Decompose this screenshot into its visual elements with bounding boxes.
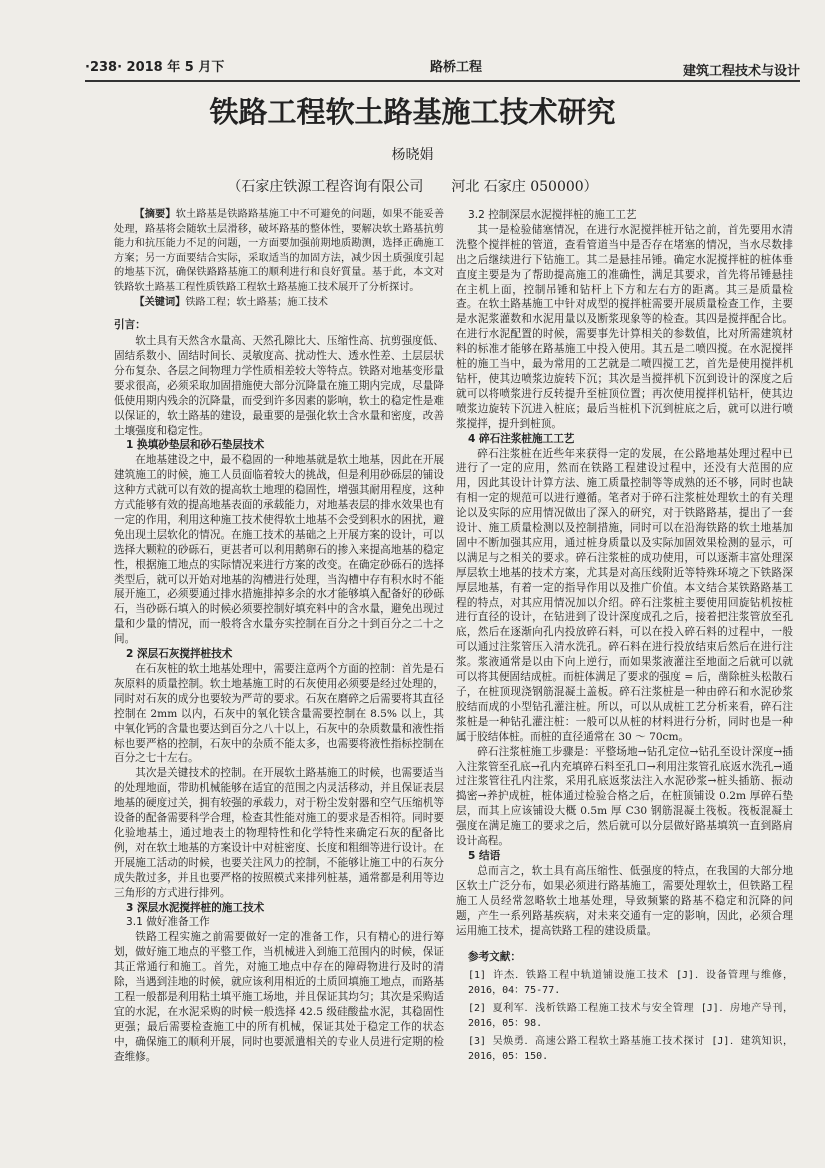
reference-item: [2] 夏利军．浅析铁路工程施工技术与安全管理 [J]．房地产导刊，2016，05：98. xyxy=(468,1003,793,1030)
right-column xyxy=(456,208,793,1064)
abstract xyxy=(114,208,444,296)
section-1-paragraph: 在地基建设之中，最不稳固的一种地基就是软土地基，因此在开展建筑施工的时候，施工人员面临着较大的挑战，但是利用砂砾层的铺设这种方式就可以有效的提高软土地理的稳固性，增强其耐用程度，这种方式能够有效的提高地基表面的承载能力，对地基表层的排水效果也有一定的作用，利用这种施工技术使得软土地基不会受到积水的困扰，避免出现土层软化的情况。在施工技术的基础之上开展方案的设计，可以选择大颗粒的砂砾石，更甚者可以利用鹅卵石的掺入来提高地基的稳定性，根据施工地点的实际情况来进行方案的改变。在确定砂砾石的选择类型后，就可以开始对地基的沟槽进行处理，当沟槽中存有积水时不能展开施工，必须要通过排水措施排掉多余的水才能够填入配备好的砂砾石，当砂砾石填入的时候必须要控制好填充料中的含水量，避免出现过量和少量的情况，而一般将含水量夯实控制在百分之十到百分之二十之间。 xyxy=(114,454,444,646)
paper-author: 杨晓娟 xyxy=(391,147,434,163)
running-header xyxy=(85,52,800,79)
header-page-date: ·238· 2018 年 5 月下 xyxy=(85,60,225,75)
header-rule xyxy=(85,80,800,82)
section-5-heading: 5 结语 xyxy=(468,849,501,862)
keywords xyxy=(114,296,444,311)
keywords-text: 铁路工程；软土路基；施工技术 xyxy=(185,296,328,308)
section-3-1-paragraph: 铁路工程实施之前需要做好一定的准备工作，只有精心的进行筹划，做好施工地点的平整工作，当机械进入到施工范围内的时候，保证其正常通行和施工。首先，对施工地点中存在的障碍物进行及时的清除，当遇到洼地的时候，就应该利用相近的土质回填施工地点，而路基工程一般都是利用粘土填平施工场地，并且保证其均匀；其次是采购适宜的水泥，在水泥采购的时候一般选择 42.5 级硅酸盐水泥，其稳固性更强；最后需要检查施工中的所有机械，保证其处于稳定工作的状态中，确保施工的顺利开展，同时也要派遣相关的专业人员进行定期的检查维修。 xyxy=(114,931,444,1063)
section-4-heading: 4 碎石注浆桩施工工艺 xyxy=(468,432,575,445)
intro-heading: 引言： xyxy=(114,319,146,332)
references-heading: 参考文献： xyxy=(468,951,521,964)
section-4-paragraph-1: 碎石注浆桩在近些年来获得一定的发展，在公路地基处理过程中已进行了一定的应用，然而在铁路工程建设过程中，还没有大范围的应用，因此其设计计算方法、施工质量控制等等成熟的还不够，同时也缺有相一定的规范可以进行遵循。笔者对于碎石注浆桩处理软土的有关理论以及实际的应用情况做出了深入的研究，对于铁路路基，提出了一套设计、施工质量检测以及控制措施，同时可以在沿海铁路的软土地基加固中不断加强其应用，通过桩身质量以及实际加固效果检测的显示，可以满足与之相关的要求。碎石注浆桩的成功使用，可以逐渐丰富处理深厚层软土地基的技术方案，尤其是对高压线附近等特殊环境之下铁路深厚层地基，有着一定的指导作用以及推广价值。本文结合某铁路路基工程的特点，对其应用情况加以介绍。碎石注浆桩主要使用回旋钻机按桩进行直径的设计，在钻进到了设计深度成孔之后，接着把注浆管放至孔底，然后在逐渐向孔内投放碎石料，可以在投入碎石料的过程中，一般可以通过注浆管压入清水洗孔。碎石料在进行投放结束后然后在进行注浆。浆液通常是以由下向上逆行，而如果浆液灌注至地面之后就可以就可以将其便固结成桩。而桩体满足了要求的强度 = 后，凿除桩头松散石子，在桩顶现浇钢筋混凝土盖板。碎石注浆桩是一种由碎石和水泥砂浆胶结而成的小型钻孔灌注桩。所以，可以从成桩工艺分析来看，碎石注浆桩是一种钻孔灌注桩：一般可以从桩的材料进行分析，同时也是一种属于胶结体桩。而桩的直径通常在 30 ～ 70cm。 xyxy=(456,447,793,743)
section-5-paragraph: 总而言之，软土具有高压缩性、低强度的特点，在我国的大部分地区软土广泛分布，如果必须进行路基施工，需要处理软土，但铁路工程施工人员经常忽略软土地基处理，导致频繁的路基不稳定和沉降的问题，产生一系列路基疾病，对未来交通有一定的影响，因此，必须合理运用施工技术，提高铁路工程的建设质量。 xyxy=(456,864,793,937)
section-1-heading: 1 换填砂垫层和砂石垫层技术 xyxy=(126,439,265,452)
section-3-heading: 3 深层水泥搅拌桩的施工技术 xyxy=(126,901,265,914)
header-column: 建筑工程技术与设计 xyxy=(682,64,800,79)
keywords-label: 【关键词】 xyxy=(134,296,186,308)
author-affiliation: （石家庄铁源工程咨询有限公司 河北 石家庄 050000） xyxy=(227,179,598,195)
header-section: 路桥工程 xyxy=(430,60,483,75)
left-column xyxy=(114,208,444,1064)
section-3-1-heading: 3.1 做好准备工作 xyxy=(126,916,210,929)
section-4-paragraph-2: 碎石注浆桩施工步骤是：平整场地→钻孔定位→钻孔至设计深度→插入注浆管至孔底→孔内充填碎石料至孔口→利用注浆管孔底返水洗孔→通过注浆管往孔内注浆，采用孔底返浆法注入水泥砂浆→桩头插筋、振动捣密→养护成桩，桩体通过检验合格之后，在桩顶铺设 0.2m 厚碎石垫层，而其上应该铺设大概 0.5m 厚 C30 钢筋混凝土筏板。筏板混凝土强度在满足施工的要求之后，然后就可以分层做好路基填筑一直到路肩设计高程。 xyxy=(456,745,793,848)
section-2-paragraph-1: 在石灰桩的软土地基处理中，需要注意两个方面的控制：首先是石灰原料的质量控制。软土地基施工时的石灰使用必须要是经过处理的，同时对石灰的成分也要较为严苛的要求。石灰在磨碎之后需要将其直径控制在 2mm 以内，石灰中的氧化镁含量需要控制在 8.5% 以上，其中氧化钙的含量也要达到百分之八十以上，石灰中的杂质数量和液性指标也要严格的控制，石灰中的杂质不能太多，也需要将液性指标控制在百分之七十左右。 xyxy=(114,663,444,765)
section-2-heading: 2 深层石灰搅拌桩技术 xyxy=(126,648,233,661)
paper-title: 铁路工程软土路基施工技术研究 xyxy=(209,95,616,129)
section-3-2-heading: 3.2 控制深层水泥搅拌桩的施工工艺 xyxy=(468,209,637,221)
intro-paragraph: 软土具有天然含水量高、天然孔隙比大、压缩性高、抗剪强度低、固结系数小、固结时间长、灵敏度高、扰动性大、透水性差、土层层状分布复杂、各层之间物理力学性质相差较大等特点。铁路对地基变形量要求很高，必须采取加固措施使大部分沉降量在施工期内完成，尽量降低使用期内残余的沉降量，而受到许多因素的影响，软土的稳定性是难以保证的，软土路基的建设，最重要的是强化软土含水量和密度，改善土壤强度和稳定性。 xyxy=(114,335,444,437)
reference-item: [3] 吴焕勇．高速公路工程软土路基施工技术探讨 [J]．建筑知识，2016，05：150. xyxy=(468,1036,793,1063)
abstract-label: 【摘要】 xyxy=(134,209,176,220)
reference-item: [1] 许杰．铁路工程中轨道铺设施工技术 [J]．设备管理与维修，2016，04：75-77. xyxy=(468,970,793,997)
section-3-2-paragraph: 其一是检验储塞情况，在进行水泥搅拌桩开钻之前，首先要用水清洗整个搅拌桩的管道，查看管道当中是否存在堵塞的情况，当水尽数排出之后继续进行下钻施工。其二是悬挂吊锤。确定水泥搅拌桩的桩体垂直度主要是为了帮助提高施工的准确性，满足其要求，首先将吊锤悬挂在主机上面，控制吊锤和钻杆上下方和左右方的距离。其三是质量检查。在软土路基施工中针对成型的搅拌桩需要开展质量检查工作，主要是水泥浆灌数和水泥用量以及断浆现象等的检查。其四是搅拌配合比。在进行水泥配置的时候，需要事先计算相关的参数值，比对所需建筑材料的标准才能够在路基施工中投入使用。其五是二喷四搅。在水泥搅拌桩的施工当中，最为常用的工艺就是二喷四搅工艺，首先是使用搅拌机钻杆，使其边喷浆边旋转下沉；其次是当搅拌机下沉到设计的深度之后就可以将喷浆进行反转提升至桩顶位置；再次使用搅拌机钻杆，使其边喷浆边旋转下沉进入桩底；最后当桩机下沉到桩底之后，就可以进行喷浆搅拌，提升到桩顶。 xyxy=(456,223,793,430)
abstract-text: 软土路基是铁路路基施工中不可避免的问题，如果不能妥善处理，路基将会随软土层滑移，破坏路基的整体性，要解决软土路基抗剪能力和抗压能力不足的问题，一方面要加强前期地质勘测，选择正确施工方案；另一方面要结合实际，采取适当的加固方法，减少因土质强度引起的地基下沉，确保铁路路基施工的顺利进行和良好質量。基于此，本文对铁路软土路基工程性质铁路工程软土路基施工技术展开了分析探讨。 xyxy=(114,209,445,293)
section-2-paragraph-2: 其次是关键技术的控制。在开展软土路基施工的时候，也需要适当的处理地面，带助机械能够在适宜的范围之内灵活移动，并且保证表层地基的硬度过关，拥有较强的承载力，对于粉尘发射器和空气压缩机等设备的配备需要科学合理，检查其性能对施工的要求是否相符。同时要化验地基土，通过地表土的物理特性和化学特性来确定石灰的配备比例，对在软土地基的方案设计中对桩密度、长度和粗细等进行设计。在开展施工活动的时候，也要关注风力的控制，不能够让施工中的石灰分成失散过多，并且也要严格的按照模式来排列桩基，通常都是利用等边三角形的方式进行排列。 xyxy=(114,767,444,899)
